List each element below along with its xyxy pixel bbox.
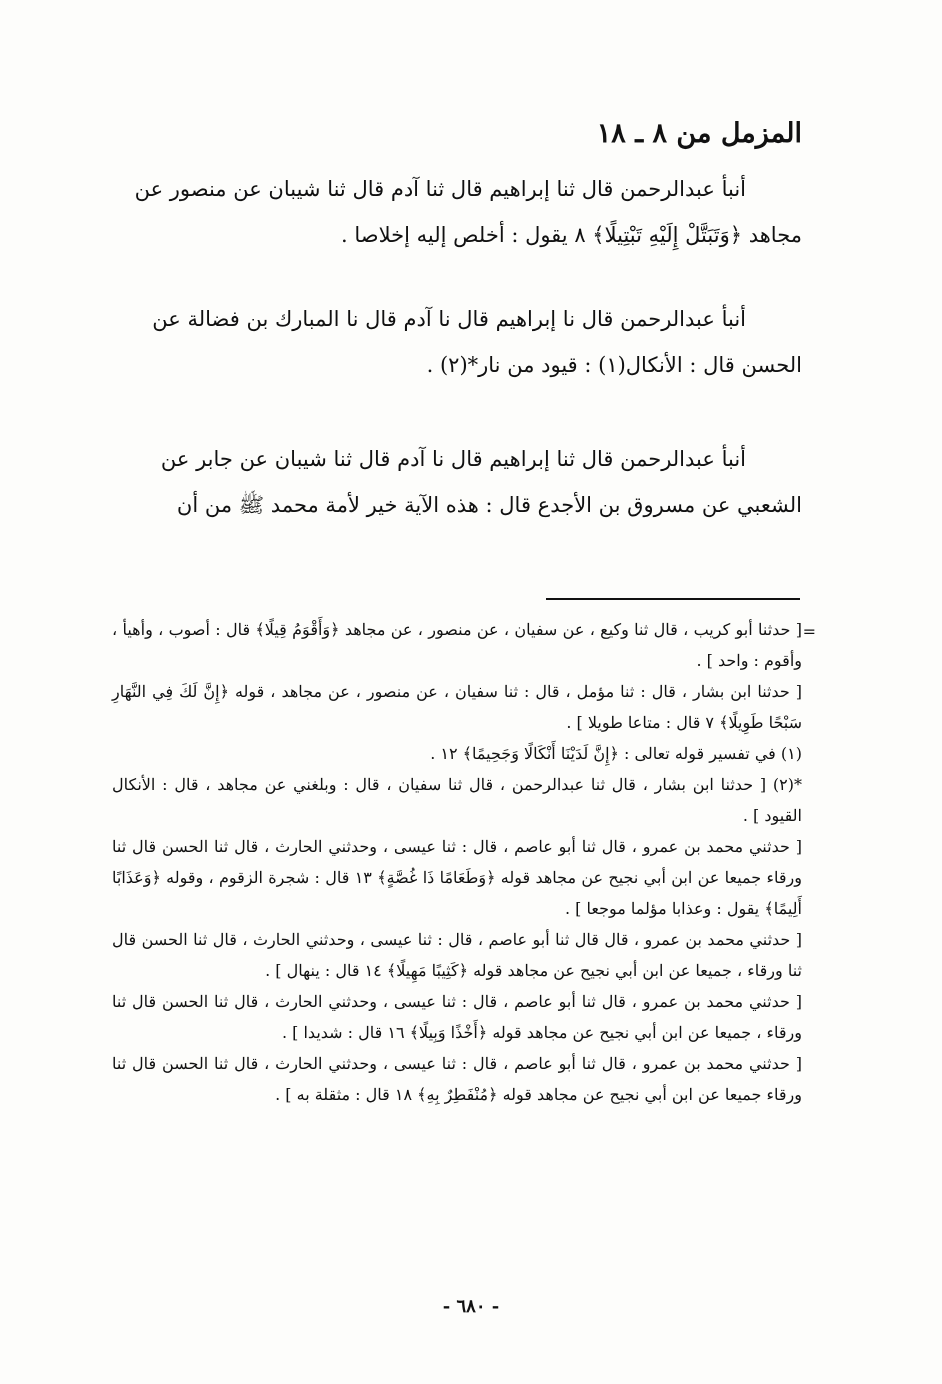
- paragraph-2-line-1: أنبأ عبدالرحمن قال نا إبراهيم قال نا آدم قال نا المبارك بن فضالة عن: [152, 307, 746, 331]
- footnote-continuation-marker: =: [802, 622, 816, 641]
- footnote-2: [ حدثنا ابن بشار ، قال : ثنا مؤمل ، قال : ثنا سفيان ، عن منصور ، عن مجاهد ، قوله ﴿إِنَّ لَكَ فِي النَّهَارِ سَبْحًا طَوِيلًا﴾ ٧ قال : متاعا طويلا ] .: [112, 682, 802, 732]
- section-title: المزمل من ٨ ـ ١٨: [596, 118, 802, 149]
- footnotes: [112, 614, 802, 1110]
- paragraph-1-line-1: أنبأ عبدالرحمن قال ثنا إبراهيم قال ثنا آدم قال ثنا شيبان عن منصور عن: [134, 177, 746, 201]
- paragraph-3-line-2: الشعبي عن مسروق بن الأجدع قال : هذه الآية خير لأمة محمد ﷺ من أن: [176, 493, 802, 517]
- paragraph-2-line-2: الحسن قال : الأنكال(١) : قيود من نار*(٢) .: [426, 353, 802, 377]
- paragraph-1: [112, 166, 802, 258]
- footnote-3: (١) في تفسير قوله تعالى : ﴿إِنَّ لَدَيْنَا أَنْكَالًا وَجَحِيمًا﴾ ١٢ .: [430, 744, 802, 763]
- paragraph-1-line-2: مجاهد ﴿وَتَبَتَّلْ إِلَيْهِ تَبْتِيلًا﴾ ٨ يقول : أخلص إليه إخلاصا .: [341, 223, 802, 247]
- footnote-1: [ حدثنا أبو كريب ، قال ثنا وكيع ، عن سفيان ، عن منصور ، عن مجاهد ﴿وَأَقْوَمُ قِيلًا﴾ قال : أصوب ، وأهيأ ، وأقوم : واحد ] .: [112, 620, 802, 670]
- paragraph-2: [112, 296, 802, 388]
- paragraph-3-line-1: أنبأ عبدالرحمن قال ثنا إبراهيم قال نا آدم قال ثنا شيبان عن جابر عن: [160, 447, 746, 471]
- footnote-4: *(٢) [ حدثنا ابن بشار ، قال ثنا عبدالرحمن ، قال ثنا سفيان ، قال : وبلغني عن مجاهد ، قال : الأنكال القيود ] .: [112, 775, 802, 825]
- footnote-8: [ حدثني محمد بن عمرو ، قال ثنا أبو عاصم ، قال : ثنا عيسى ، وحدثني الحارث ، قال ثنا الحسن قال ثنا ورقاء جميعا عن ابن أبي نجيح عن مجاهد قوله ﴿مُنْفَطِرٌ بِهِ﴾ ١٨ قال : مثقلة به ] .: [112, 1054, 802, 1104]
- footnote-5: [ حدثني محمد بن عمرو ، قال ثنا أبو عاصم ، قال : ثنا عيسى ، وحدثني الحارث ، قال ثنا الحسن قال ثنا ورقاء جميعا عن ابن أبي نجيح عن مجاهد قوله ﴿وَطَعَامًا ذَا غُصَّةٍ﴾ ١٣ قال : شجرة الزقوم ، وقوله ﴿وَعَذَابًا أَلِيمًا﴾ يقول : وعذابا مؤلما موجعا ] .: [112, 837, 802, 918]
- footnote-7: [ حدثني محمد بن عمرو ، قال ثنا أبو عاصم ، قال : ثنا عيسى ، وحدثني الحارث ، قال ثنا الحسن قال ثنا ورقاء ، جميعا عن ابن أبي نجيح عن مجاهد قوله ﴿أَخْذًا وَبِيلًا﴾ ١٦ قال : شديدا ] .: [112, 992, 802, 1042]
- page-number: - ٦٨٠ -: [442, 1296, 500, 1317]
- footnote-6: [ حدثني محمد بن عمرو ، قال قال ثنا أبو عاصم ، قال : ثنا عيسى ، وحدثني الحارث ، قال ثنا الحسن قال ثنا ورقاء ، جميعا عن ابن أبي نجيح عن مجاهد قوله ﴿كَثِيبًا مَهِيلًا﴾ ١٤ قال : ينهال ] .: [112, 930, 803, 980]
- paragraph-3: [112, 436, 802, 528]
- footnote-separator: [546, 598, 800, 600]
